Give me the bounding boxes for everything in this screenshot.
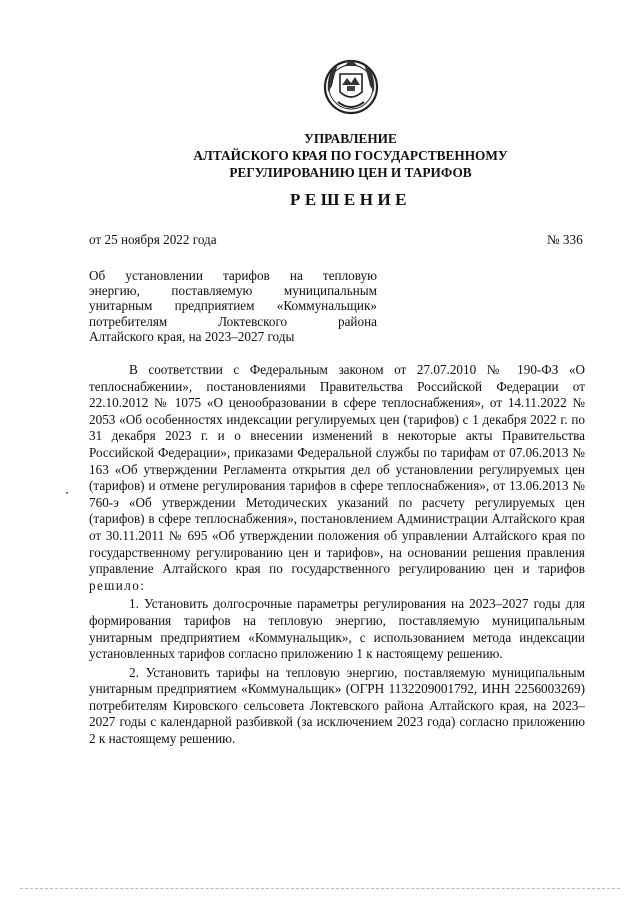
subject-line: унитарным предприятием «Коммунальщик» — [89, 298, 377, 314]
decision-date: от 25 ноября 2022 года — [89, 232, 217, 247]
preamble-text: В соответствии с Федеральным законом от 27.07.2010 № 190-ФЗ «О теплоснабжении», постановлениями Правительства Российской Федерации от 22.10.2012 № 1075 «О ценообразовании в сфере теплоснабжения», от 14.11.2022 № 2053 «Об особенностях индексации регулируемых цен (тарифов) с 1 декабря 2022 г. по 31 декабря 2023 г. и о внесении изменений в некоторые акты Правительства Российской Федерации», приказами Федеральной службы по тарифам от 07.06.2013 № 163 «Об утверждении Регламента открытия дел об установлении регулируемых цен (тарифов) и отмене регулирования тарифов в сфере теплоснабжения», от 13.06.2013 № 760-э «Об утверждении Методических указаний по расчету регулируемых цен (тарифов) в сфере теплоснабжения», постановлением Администрации Алтайского края от 30.11.2011 № 695 «Об утверждении положения об управлении Алтайского края по государственному регулированию цен и тарифов», на основании решения правления управление Алтайского края по государственного регулированию цен и тарифов — [89, 362, 585, 577]
decision-number: № 336 — [547, 232, 583, 247]
authority-line-3: РЕГУЛИРОВАНИЮ ЦЕН И ТАРИФОВ — [229, 165, 472, 180]
preamble-paragraph — [89, 362, 585, 594]
decision-subject — [89, 268, 377, 344]
scan-speck — [66, 492, 68, 494]
subject-line: потребителям Локтевского района — [89, 313, 377, 329]
coat-of-arms-icon — [316, 52, 386, 122]
decision-item-2: 2. Установить тарифы на тепловую энергию, поставляемую муниципальным унитарным предприятием «Коммунальщик» (ОГРН 1132209001792, ИНН 2256003269) потребителям Кировского сельсовета Локтевского района Алтайского края, на 2023–2027 годы с календарной разбивкой (за исключением 2023 года) согласно приложению 2 к настоящему решению. — [89, 664, 585, 747]
subject-line: Об установлении тарифов на тепловую — [89, 268, 377, 283]
document-type-title: РЕШЕНИЕ — [289, 190, 411, 209]
decision-body — [89, 362, 585, 748]
subject-line: Алтайского края, на 2023–2027 годы — [89, 328, 295, 344]
authority-line-1: УПРАВЛЕНИЕ — [304, 131, 397, 146]
subject-line: энергию, поставляемую муниципальным — [89, 283, 377, 299]
issuing-authority — [0, 130, 639, 181]
authority-line-2: АЛТАЙСКОГО КРАЯ ПО ГОСУДАРСТВЕННОМУ — [193, 148, 508, 163]
decision-item-1: 1. Установить долгосрочные параметры регулирования на 2023–2027 годы для формирования тарифов на тепловую энергию, поставляемую муниципальным унитарным предприятием «Коммунальщик», с использованием метода индексации установленных тарифов согласно приложению 1 к настоящему решению. — [89, 596, 585, 662]
page-bottom-divider — [20, 888, 620, 889]
resolved-word: решило: — [89, 577, 146, 593]
